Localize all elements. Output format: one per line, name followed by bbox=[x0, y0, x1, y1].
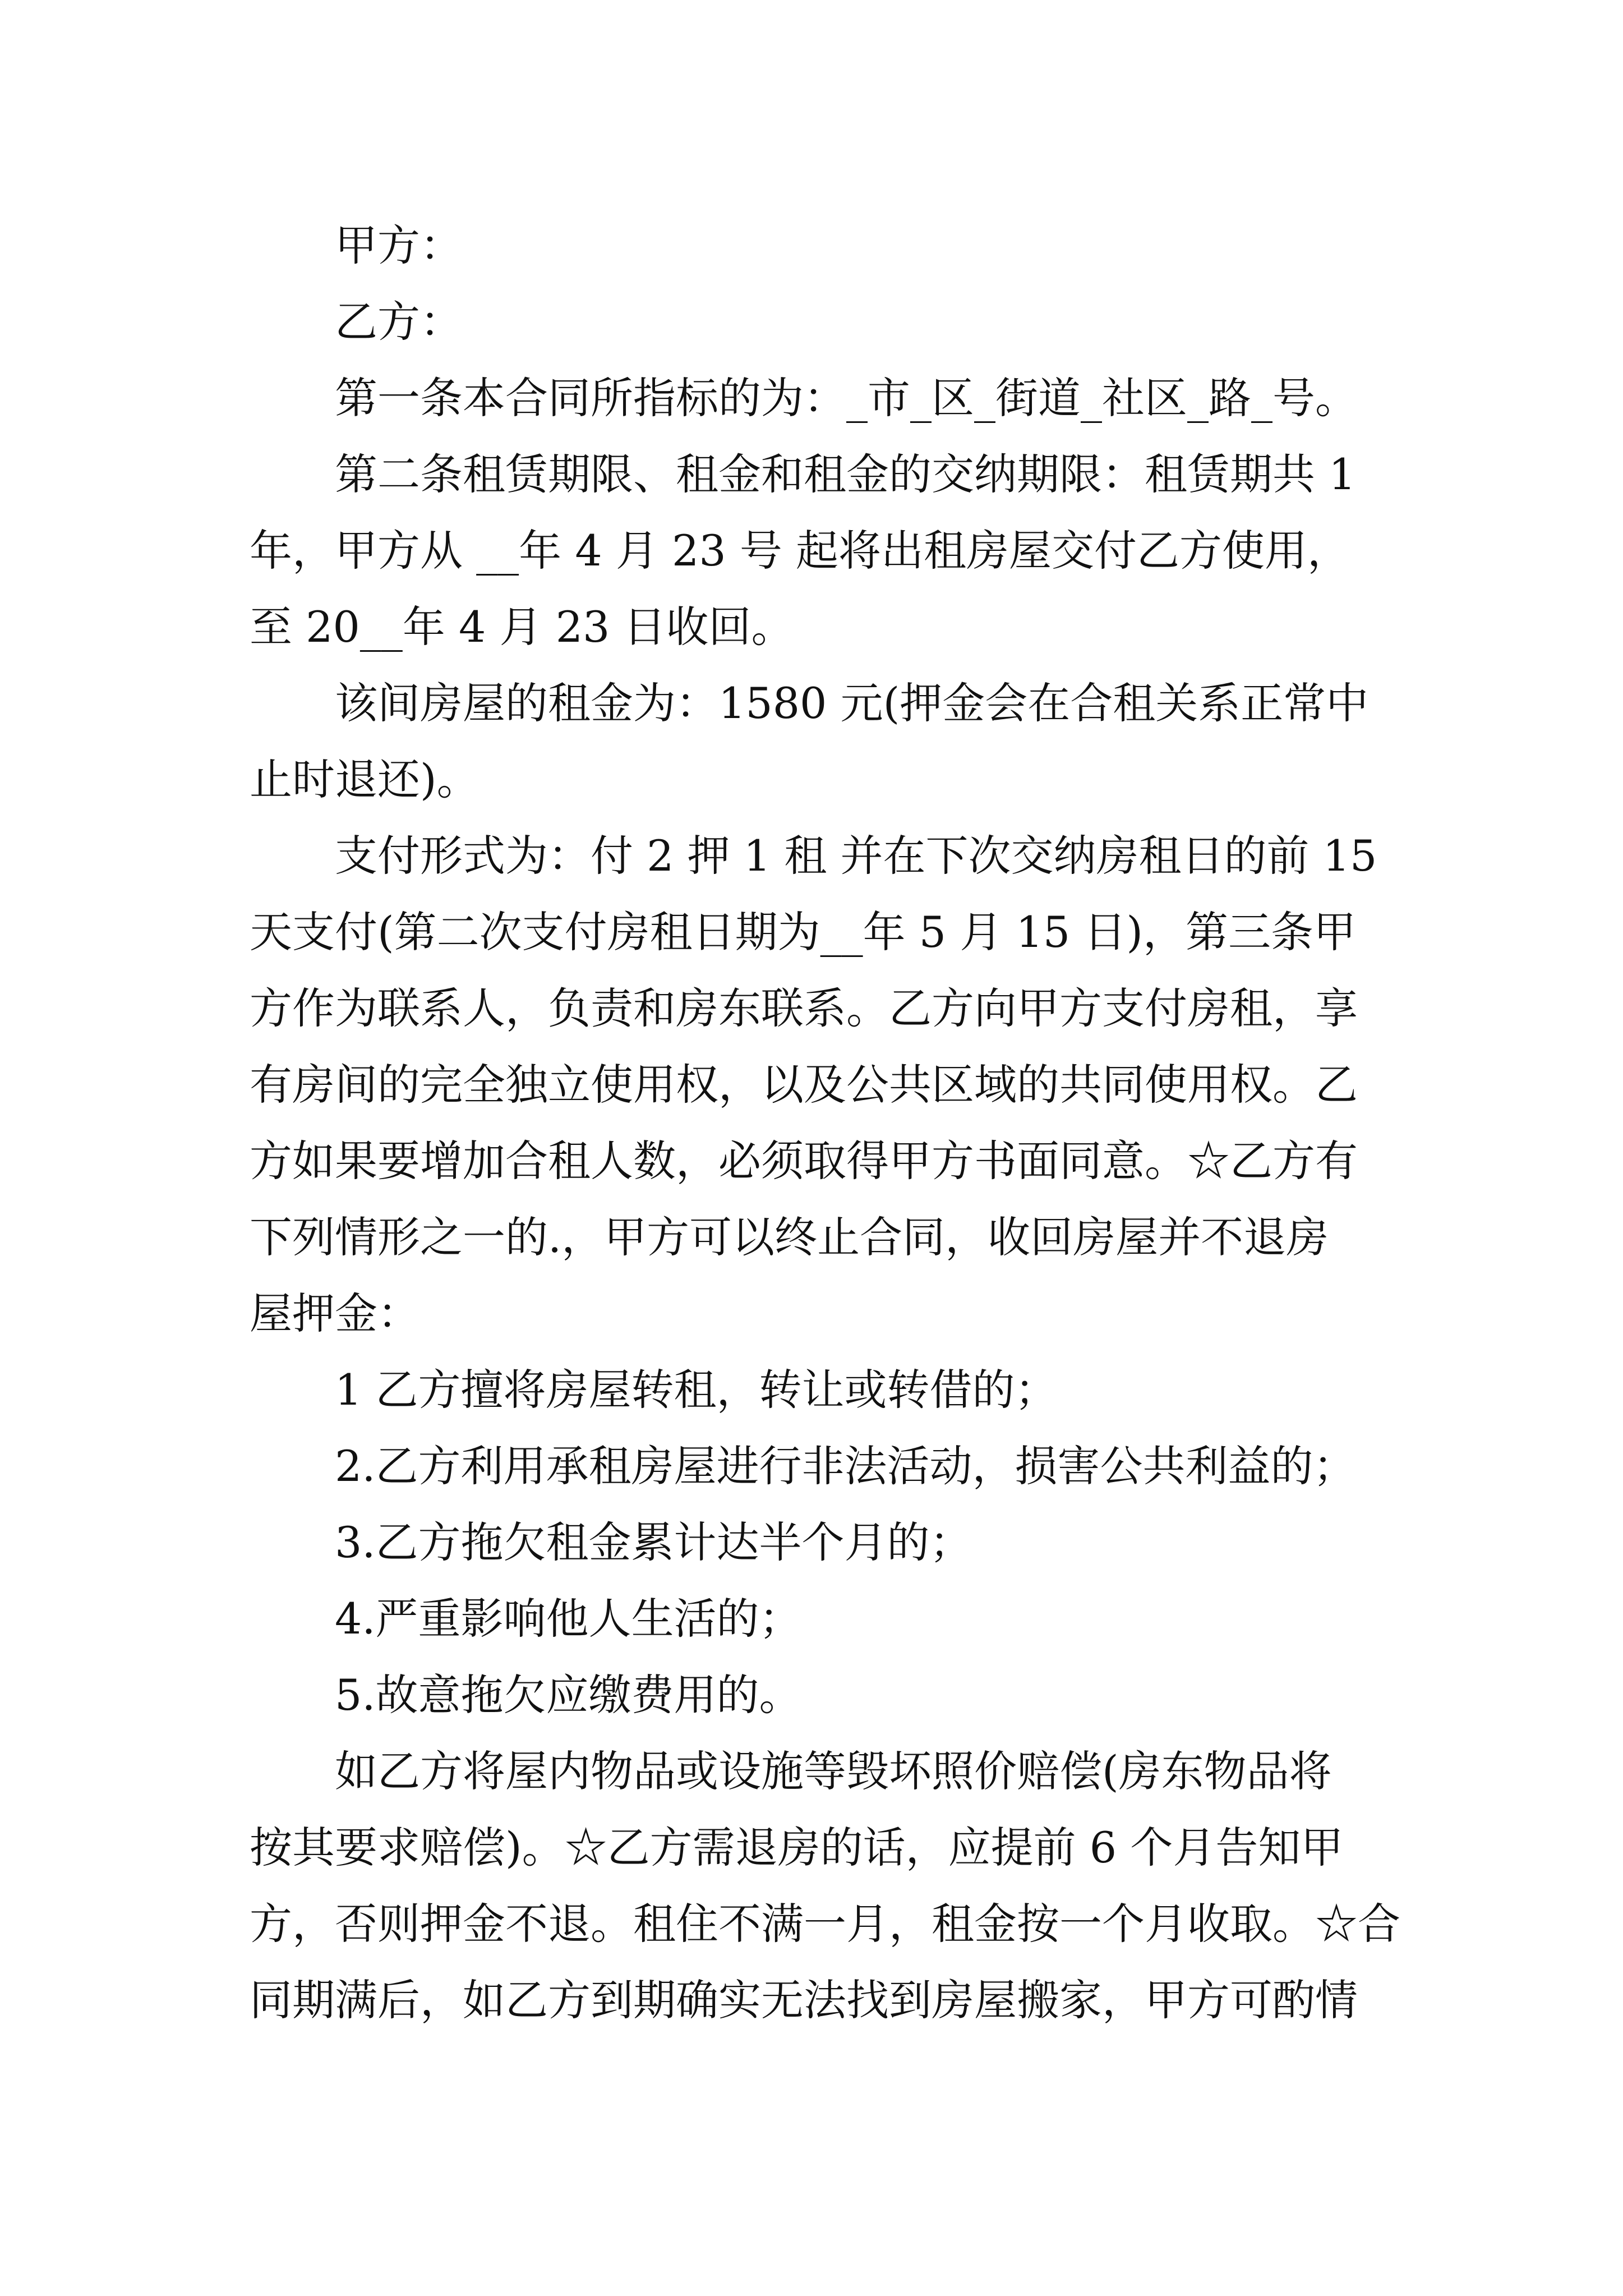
payment-line-1: 支付形式为：付 2 押 1 租 并在下次交纳房租日的前 15 bbox=[335, 831, 1377, 881]
list-item-4: 4.严重影响他人生活的； bbox=[335, 1594, 802, 1644]
list-item-2: 2.乙方利用承租房屋进行非法活动，损害公共利益的； bbox=[335, 1441, 1356, 1491]
payment-line-4: 有房间的完全独立使用权，以及公共区域的共同使用权。乙 bbox=[250, 1060, 1358, 1110]
list-item-3: 3.乙方拖欠租金累计达半个月的； bbox=[335, 1517, 972, 1567]
rent-line-2: 止时退还)。 bbox=[250, 754, 479, 804]
payment-line-3: 方作为联系人，负责和房东联系。乙方向甲方支付房租，享 bbox=[250, 983, 1358, 1033]
party-a-label: 甲方： bbox=[335, 220, 463, 270]
rent-line-1: 该间房屋的租金为：1580 元(押金会在合租关系正常中 bbox=[335, 678, 1369, 728]
document-body bbox=[250, 208, 1400, 2039]
party-b-label: 乙方： bbox=[335, 297, 463, 347]
compensation-line-3: 方，否则押金不退。租住不满一月，租金按一个月收取。☆合 bbox=[250, 1899, 1400, 1949]
compensation-line-2: 按其要求赔偿)。☆乙方需退房的话，应提前 6 个月告知甲 bbox=[250, 1823, 1344, 1872]
payment-line-7: 屋押金： bbox=[250, 1289, 420, 1338]
article-2-line-3: 至 20__年 4 月 23 日收回。 bbox=[250, 602, 794, 652]
article-1: 第一条本合同所指标的为：_市_区_街道_社区_路_号。 bbox=[335, 373, 1358, 423]
list-item-5: 5.故意拖欠应缴费用的。 bbox=[335, 1670, 802, 1720]
article-2-line-1: 第二条租赁期限、租金和租金的交纳期限：租赁期共 1 bbox=[335, 449, 1356, 499]
payment-line-2: 天支付(第二次支付房租日期为__年 5 月 15 日)，第三条甲 bbox=[250, 907, 1356, 957]
compensation-line-1: 如乙方将屋内物品或设施等毁坏照价赔偿(房东物品将 bbox=[335, 1746, 1332, 1796]
article-2-line-2: 年，甲方从 __年 4 月 23 号 起将出租房屋交付乙方使用， bbox=[250, 526, 1350, 576]
payment-line-6: 下列情形之一的.，甲方可以终止合同，收回房屋并不退房 bbox=[250, 1212, 1329, 1262]
payment-line-5: 方如果要增加合租人数，必须取得甲方书面同意。☆乙方有 bbox=[250, 1136, 1358, 1186]
list-item-1: 1 乙方擅将房屋转租，转让或转借的； bbox=[335, 1365, 1058, 1415]
compensation-line-4: 同期满后，如乙方到期确实无法找到房屋搬家，甲方可酌情 bbox=[250, 1975, 1358, 2025]
